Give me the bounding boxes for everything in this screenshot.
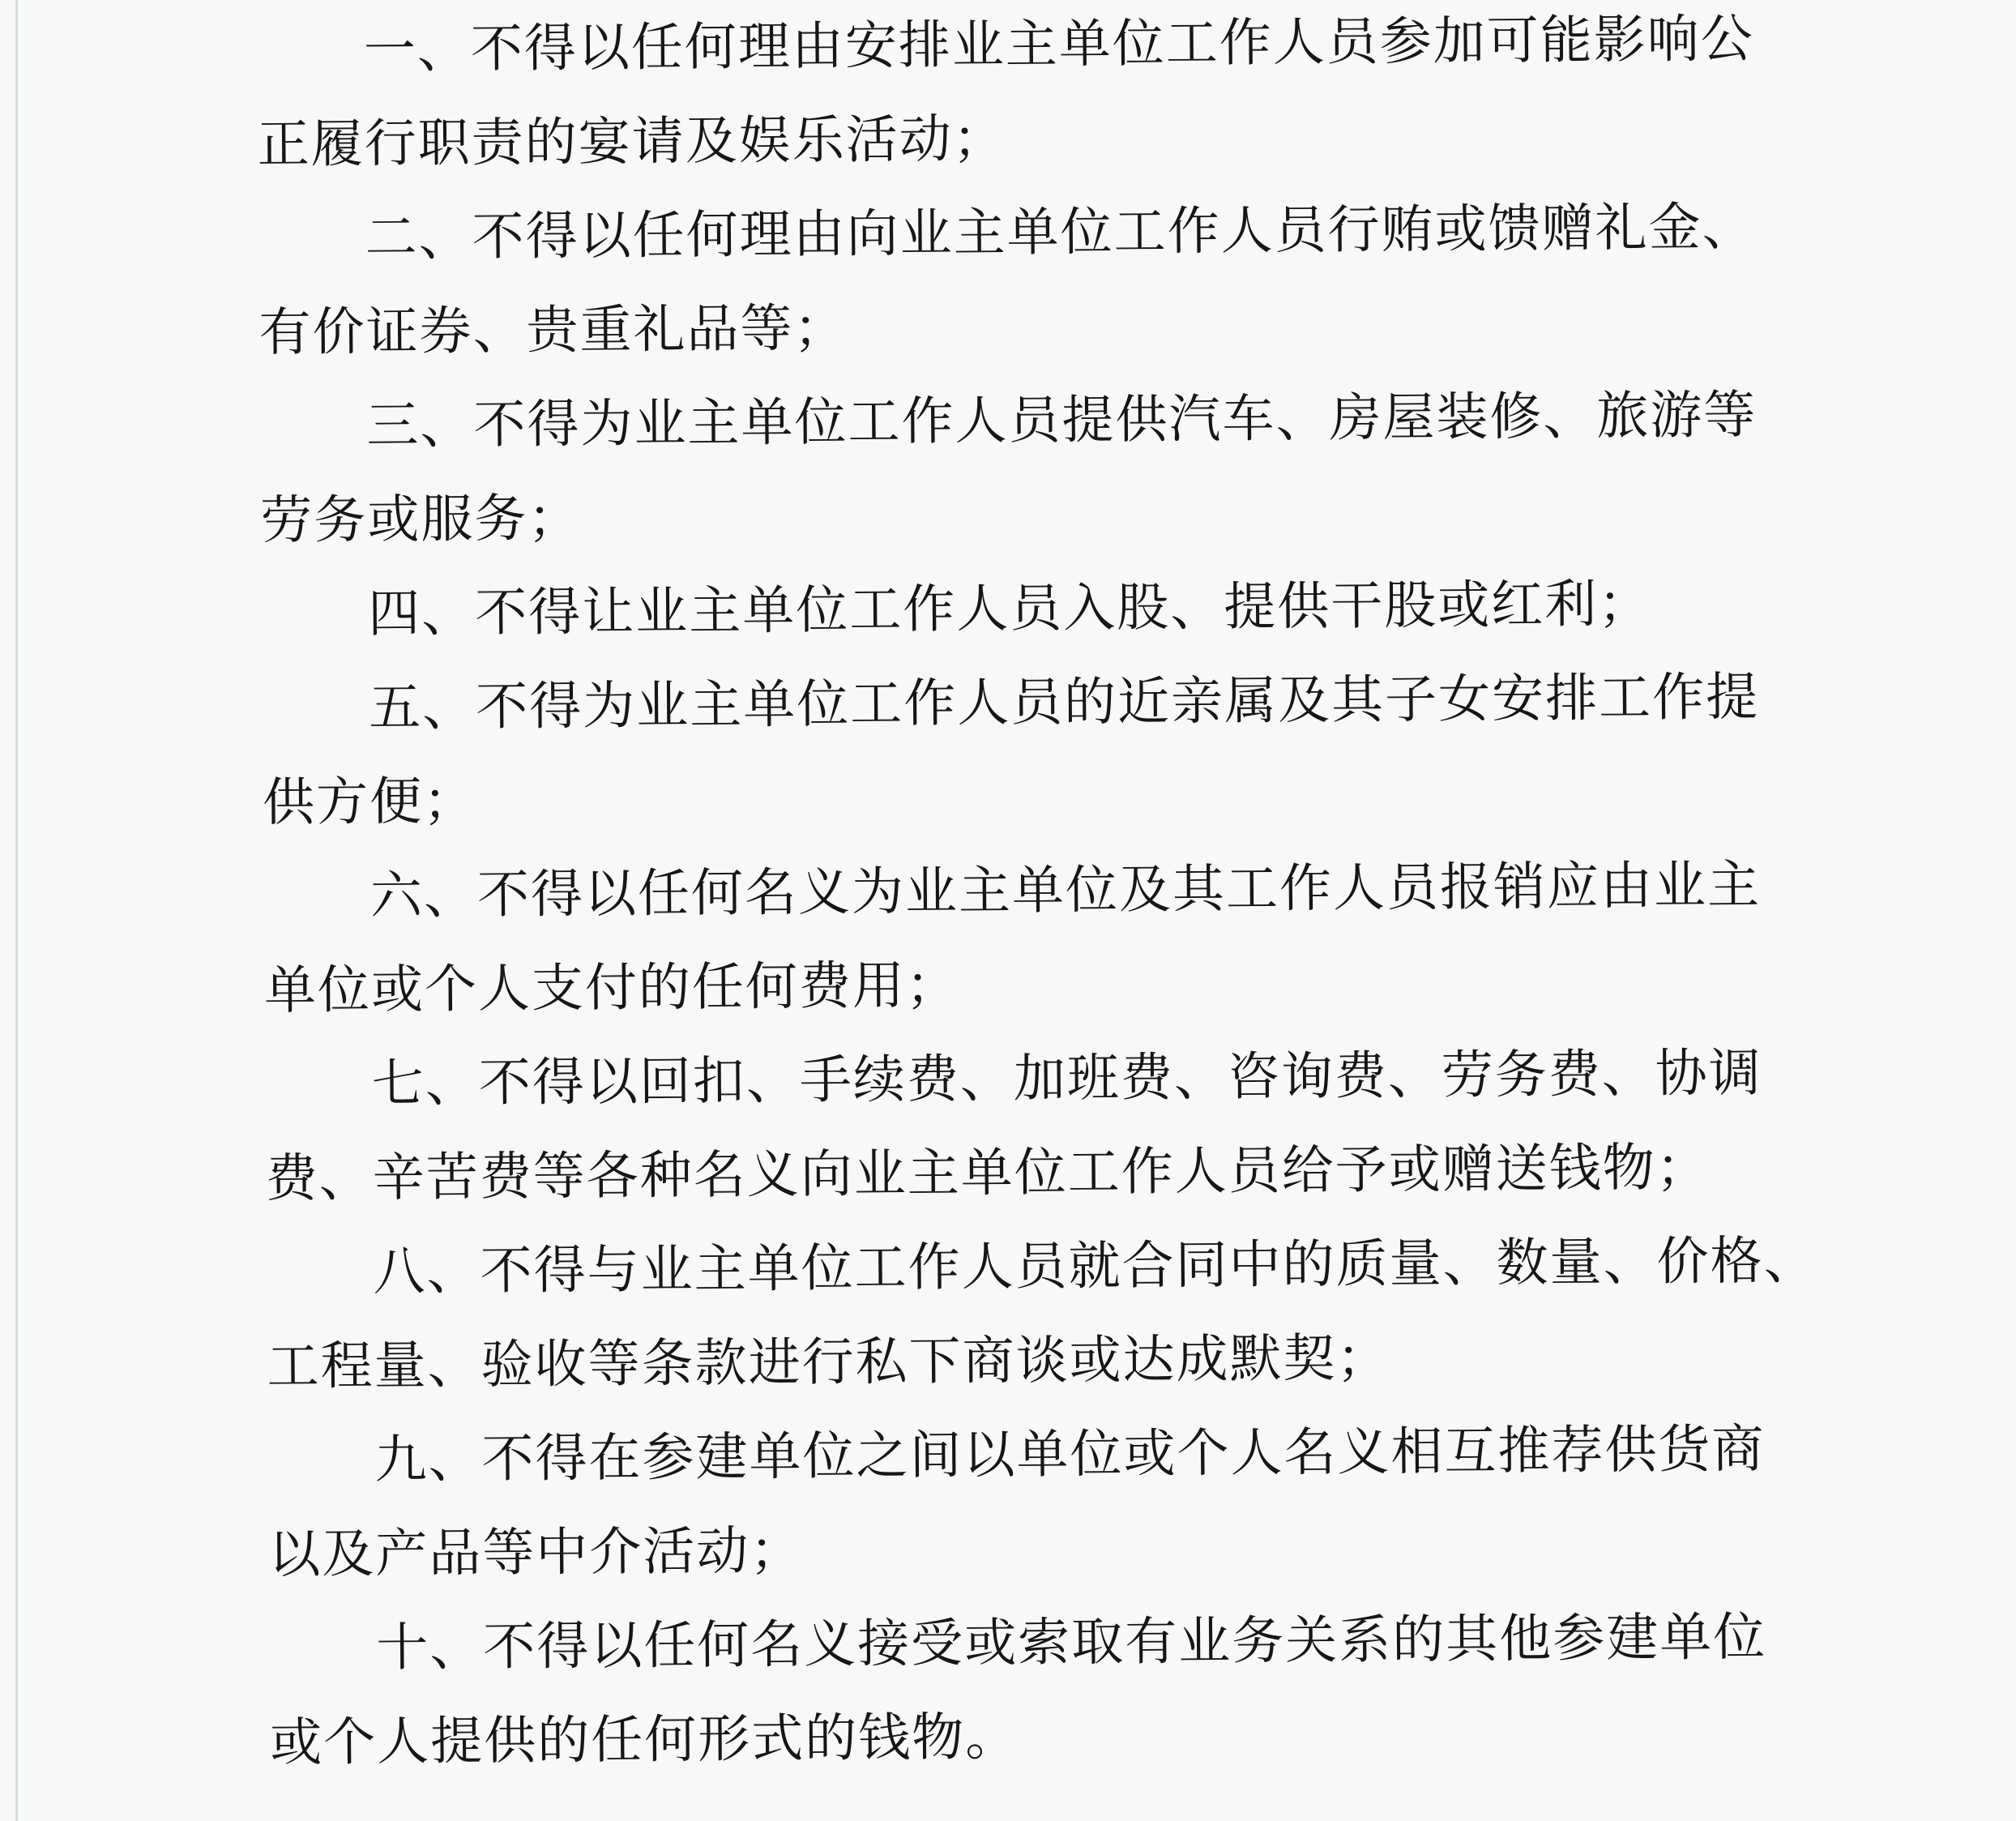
- clause-1-line-2: 正履行职责的宴请及娱乐活动；: [257, 109, 1006, 174]
- clause-3-line-1: 三、不得为业主单位工作人员提供汽车、房屋装修、旅游等: [366, 386, 1758, 455]
- clause-9-line-1: 九、不得在参建单位之间以单位或个人名义相互推荐供货商: [374, 1420, 1766, 1489]
- clause-7-line-2: 费、辛苦费等各种名义向业主单位工作人员给予或赠送钱物；: [265, 1138, 1710, 1208]
- clause-8-line-1: 八、不得与业主单位工作人员就合同中的质量、数量、价格、: [373, 1231, 1817, 1301]
- clause-9-line-2: 以及产品等中介活动；: [268, 1521, 804, 1584]
- clause-5-line-1: 五、不得为业主单位工作人员的近亲属及其子女安排工作提: [368, 668, 1760, 737]
- clause-10-line-2: 或个人提供的任何形式的钱物。: [269, 1708, 1019, 1772]
- clause-4-line-1: 四、不得让业主单位工作人员入股、提供干股或红利；: [367, 575, 1652, 643]
- clause-8-line-2: 工程量、验收等条款进行私下商谈或达成默契；: [267, 1329, 1390, 1396]
- clause-5-line-2: 供方便；: [262, 772, 477, 832]
- clause-6-line-2: 单位或个人支付的任何费用；: [263, 956, 960, 1020]
- clause-2-line-1: 二、不得以任何理由向业主单位工作人员行贿或馈赠礼金、: [365, 198, 1756, 267]
- clause-6-line-1: 六、不得以任何名义为业主单位及其工作人员报销应由业主: [369, 856, 1762, 925]
- clause-10-line-1: 十、不得以任何名义接受或索取有业务关系的其他参建单位: [376, 1608, 1767, 1677]
- clause-1-line-1: 一、不得以任何理由安排业主单位工作人员参加可能影响公: [363, 10, 1755, 79]
- clause-7-line-1: 七、不得以回扣、手续费、加班费、咨询费、劳务费、协调: [371, 1044, 1763, 1113]
- document-body-text: [256, 0, 1817, 1790]
- clause-2-line-2: 有价证券、贵重礼品等；: [258, 299, 848, 362]
- clause-3-line-2: 劳务或服务；: [260, 489, 582, 550]
- scan-edge-artifact-line: [15, 0, 18, 1821]
